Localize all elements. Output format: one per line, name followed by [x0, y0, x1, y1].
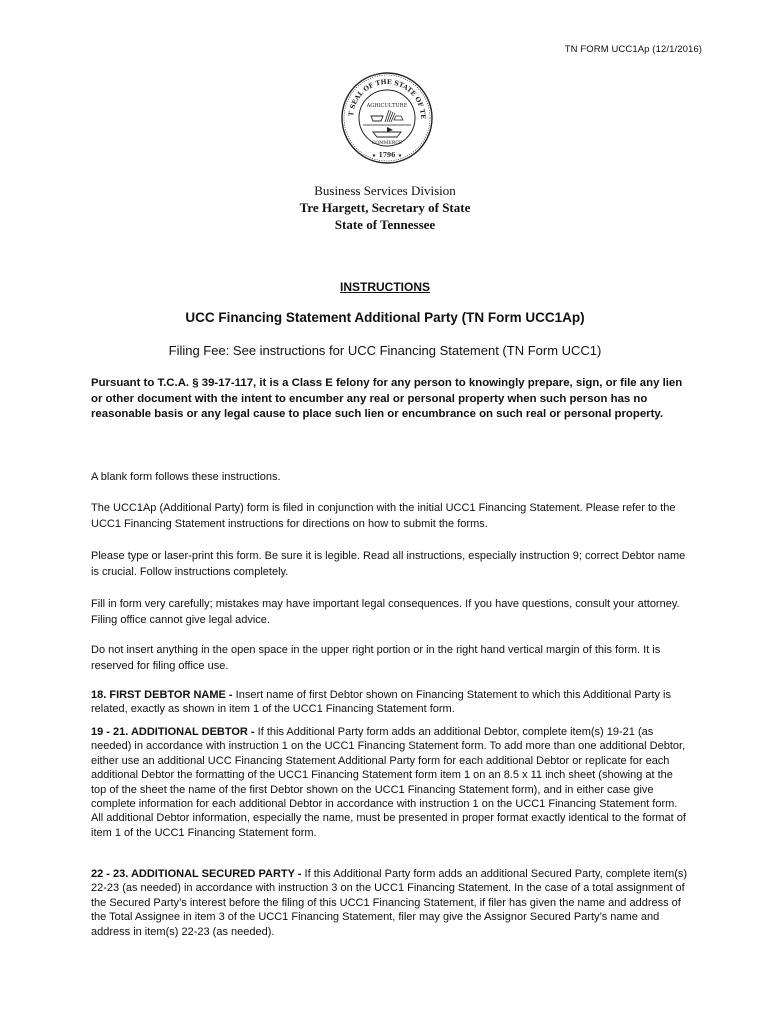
item-18-first-debtor: [91, 688, 691, 717]
item-text: If this Additional Party form adds an additional Debtor, complete item(s) 19-21 (as needed) in accordance with instruction 1 on the UCC1 Financing Statement form. To add more than one additional Debtor, either use an additional UCC Financing Statement Additional Party form for each additional Debtor or replicate for each additional Debtor the formatting of the UCC1 Financing Statement form item 1 on an 8.5 x 11 inch sheet (showing at the top of the sheet the name of the first Debtor shown on the UCC1 Financing Statement form), and in either case give complete information for each additional Debtor in accordance with instruction 1 on the UCC1 Financing Statement form. All additional Debtor information, especially the name, must be presented in proper format exactly identical to the format of item 1 of the UCC1 Financing Statement form.: [91, 726, 686, 839]
state-name: State of Tennessee: [334, 217, 436, 232]
item-heading: 22 - 23. ADDITIONAL SECURED PARTY -: [91, 868, 302, 880]
svg-text:AGRICULTURE: AGRICULTURE: [366, 103, 408, 109]
svg-text:THE GREAT SEAL OF THE STATE OF: T SEAL OF THE STATE OF TE: [347, 77, 428, 120]
svg-text:★: ★: [371, 153, 377, 159]
item-text: Insert name of first Debtor shown on Financing Statement to which this Additional Party is related, exactly as shown in item 1 of the UCC1 Financing Statement form.: [91, 689, 671, 716]
form-title: UCC Financing Statement Additional Party (TN Form UCC1Ap): [185, 310, 585, 325]
item-19-21-additional-debtor: [91, 725, 691, 840]
instructions-heading: INSTRUCTIONS: [340, 280, 430, 294]
secretary-name: Tre Hargett, Secretary of State: [299, 200, 471, 215]
item-text: If this Additional Party form adds an additional Secured Party, complete item(s) 22-23 (as needed) in accordance with instruction 3 on the UCC1 Financing Statement. In the case of a total assignment of the Secured Party’s interest before the filing of this UCC1 Financing Statement, if filer has given the name and address of the Total Assignee in item 3 of the UCC1 Financing Statement, filer may give the Assignor Secured Party’s name and address in item(s) 22-23 (as needed).: [91, 868, 688, 938]
filing-fee-note: Filing Fee: See instructions for UCC Financing Statement (TN Form UCC1): [168, 343, 602, 358]
svg-text:COMMERCE: COMMERCE: [371, 141, 403, 146]
item-heading: 18. FIRST DEBTOR NAME -: [91, 689, 233, 701]
paragraph-filed-in-conjunction: The UCC1Ap (Additional Party) form is filed in conjunction with the initial UCC1 Financing Statement. Please refer to the UCC1 Financing Statement instructions for directions on how to submit the forms.: [91, 502, 676, 530]
office-block: [0, 182, 770, 233]
paragraph-reserved-space: Do not insert anything in the open space in the upper right portion or in the right hand vertical margin of this form. It is reserved for filing office use.: [91, 644, 661, 672]
paragraph-fill-carefully: Fill in form very carefully; mistakes may have important legal consequences. If you have questions, consult your attorney. Filing office cannot give legal advice.: [91, 598, 680, 626]
paragraph-type-or-print: Please type or laser-print this form. Be sure it is legible. Read all instructions, especially instruction 9; correct Debtor name is crucial. Follow instructions completely.: [91, 550, 686, 578]
tennessee-state-seal: [341, 72, 433, 164]
felony-warning: Pursuant to T.C.A. § 39-17-117, it is a Class E felony for any person to knowingly prepare, sign, or file any lien or other document with the intent to encumber any real or personal property when such person has no reasonable basis or any legal cause to place such lien or encumbrance on such real or personal property.: [91, 377, 683, 421]
paragraph-blank-form: A blank form follows these instructions.: [91, 471, 281, 483]
item-heading: 19 - 21. ADDITIONAL DEBTOR -: [91, 726, 255, 738]
division-name: Business Services Division: [314, 183, 456, 198]
item-22-23-additional-secured-party: [91, 867, 691, 939]
form-identifier: TN FORM UCC1Ap (12/1/2016): [564, 44, 702, 55]
svg-text:★: ★: [397, 153, 403, 159]
svg-text:1796: 1796: [378, 152, 396, 159]
